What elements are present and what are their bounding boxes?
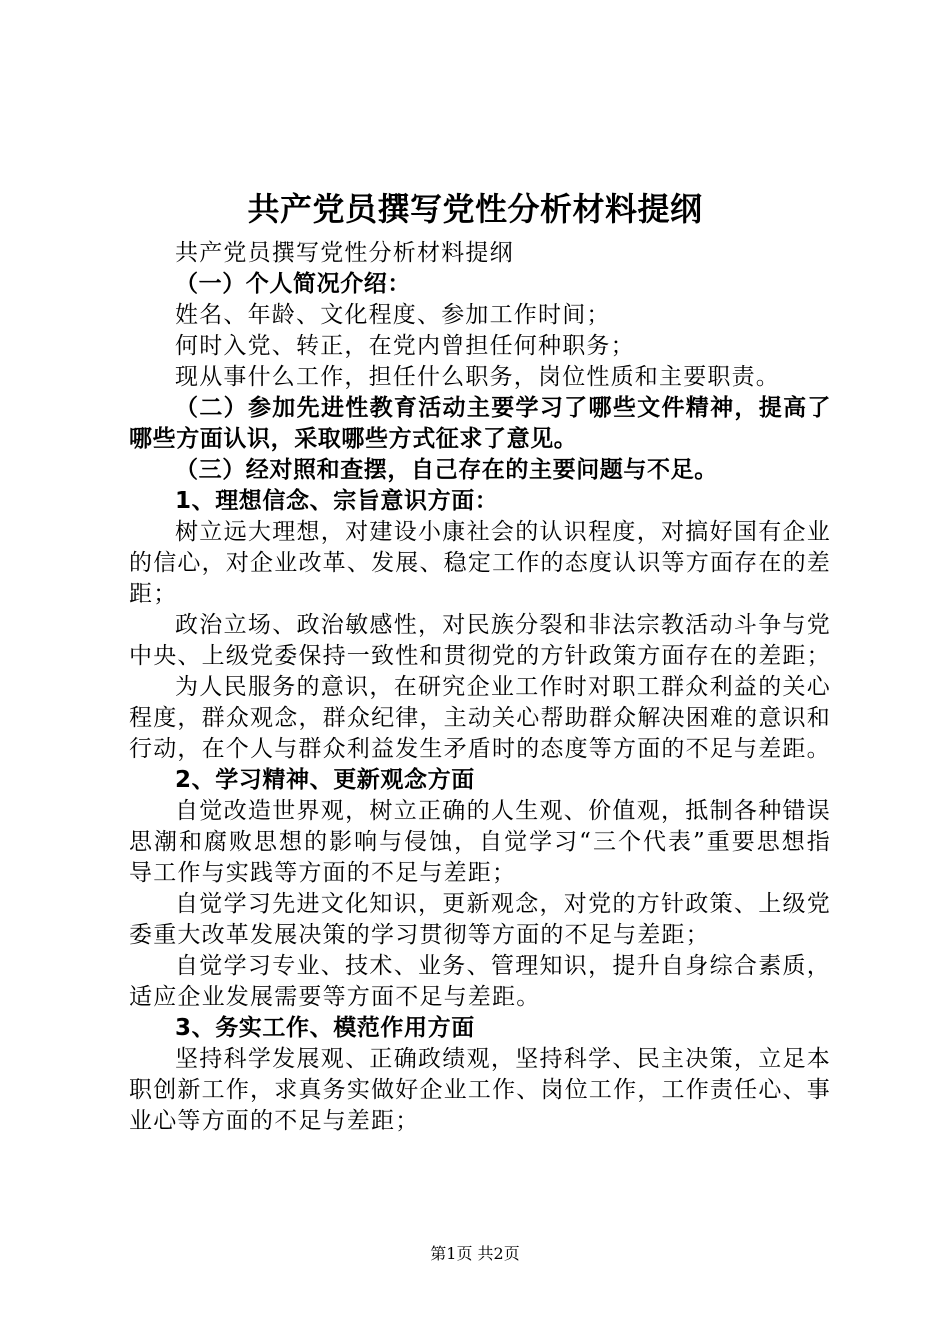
body-paragraph: 坚持科学发展观、正确政绩观，坚持科学、民主决策，立足本职创新工作，求真务实做好企业工作、岗位工作，工作责任心、事业心等方面的不足与差距； [129, 1046, 831, 1134]
body-paragraph: 何时入党、转正，在党内曾担任何种职务； [175, 333, 635, 359]
section-heading: 3、务实工作、模范作用方面 [175, 1015, 475, 1041]
body-paragraph: 自觉学习先进文化知识，更新观念，对党的方针政策、上级党委重大改革发展决策的学习贯彻等方面的不足与差距； [129, 891, 831, 948]
section-heading: （一）个人简况介绍： [175, 271, 411, 297]
body-paragraph: 自觉学习专业、技术、业务、管理知识，提升自身综合素质，适应企业发展需要等方面不足与差距。 [129, 953, 831, 1010]
section-heading: 1、理想信念、宗旨意识方面： [175, 488, 499, 514]
body-paragraph: 为人民服务的意识，在研究企业工作时对职工群众利益的关心程度，群众观念，群众纪律，主动关心帮助群众解决困难的意识和行动，在个人与群众利益发生矛盾时的态度等方面的不足与差距。 [129, 674, 831, 762]
body-paragraph: 政治立场、政治敏感性，对民族分裂和非法宗教活动斗争与党中央、上级党委保持一致性和贯彻党的方针政策方面存在的差距； [129, 612, 831, 669]
document-title: 共产党员撰写党性分析材料提纲 [247, 190, 703, 228]
section-heading: （三）经对照和查摆，自己存在的主要问题与不足。 [175, 457, 718, 483]
body-paragraph: 树立远大理想，对建设小康社会的认识程度，对搞好国有企业的信心，对企业改革、发展、稳定工作的态度认识等方面存在的差距； [129, 519, 831, 607]
page-footer: 第1页 共2页 [430, 1244, 520, 1263]
body-paragraph: 姓名、年龄、文化程度、参加工作时间； [175, 302, 611, 328]
section-heading: （二）参加先进性教育活动主要学习了哪些文件精神，提高了哪些方面认识，采取哪些方式征求了意见。 [129, 395, 831, 452]
document-body [129, 238, 831, 1137]
body-paragraph: 自觉改造世界观，树立正确的人生观、价值观，抵制各种错误思潮和腐败思想的影响与侵蚀，自觉学习“三个代表”重要思想指导工作与实践等方面的不足与差距； [129, 798, 831, 886]
body-paragraph: 共产党员撰写党性分析材料提纲 [175, 240, 514, 266]
section-heading: 2、学习精神、更新观念方面 [175, 767, 475, 793]
body-paragraph: 现从事什么工作，担任什么职务，岗位性质和主要职责。 [175, 364, 780, 390]
